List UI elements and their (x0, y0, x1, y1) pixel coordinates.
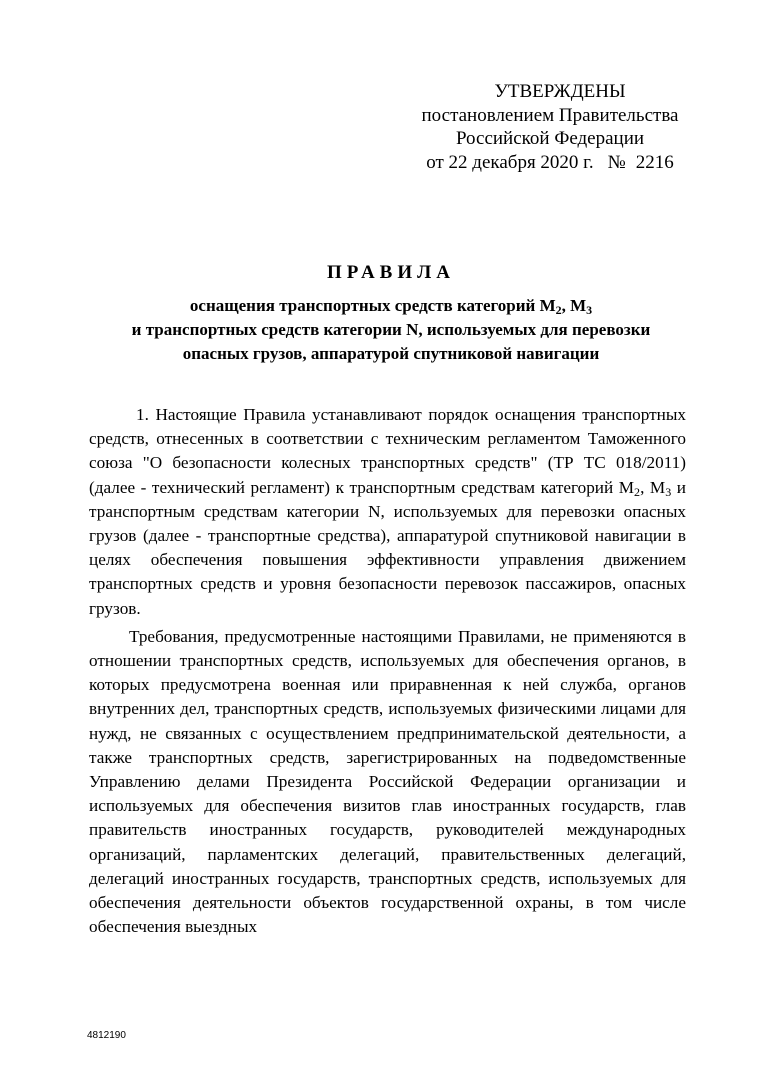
number-sign: № (607, 151, 626, 173)
document-subtitle (60, 294, 722, 366)
paragraph-2: Требования, предусмотренные настоящими Правилами, не применяются в отношении транспортных средств, используемых для обеспечения органов, в которых предусмотрена военная или приравненная к ней служба, органов внутренних дел, транспортных средств, используемых физическими лицами для нужд, не связанных с осуществлением предпринимательской деятельности, а также транспортных средств, зарегистрированных на подведомственные Управлению делами Президента Российской Федерации организации и используемых для обеспечения визитов глав иностранных государств, глав правительств иностранных государств, руководителей международных организаций, парламентских делегаций, правительственных делегаций, делегаций иностранных государств, транспортных средств, используемых для обеспечения деятельности объектов государственной охраны, в том числе обеспечения выездных (89, 626, 686, 937)
approval-date: от 22 декабря 2020 г. (426, 151, 594, 173)
approval-decree-line: постановлением Правительства (421, 104, 679, 126)
subtitle-text-a: оснащения транспортных средств категорий М (189, 296, 556, 315)
subtitle-line-3: опасных грузов, аппаратурой спутниковой навигации (182, 344, 600, 363)
subtitle-line-1 (60, 294, 722, 318)
subtitle-text-b: , М (561, 296, 587, 315)
approval-government-line: Российской Федерации (455, 128, 645, 149)
document-body (89, 403, 686, 939)
approval-date-line (400, 151, 700, 175)
subtitle-sub-2: 3 (586, 302, 593, 317)
document-title: ПРАВИЛА (326, 262, 455, 283)
paragraph-1-text-c: и транспортным средствам категории N, используемых для перевозки опасных грузов (далее - транспортные средства), аппаратурой спутниковой навигации в целях обеспечения повышения эффективности управления движением транспортных средств и уровня безопасности перевозок пассажиров, опасных грузов. (89, 477, 686, 618)
approval-heading: УТВЕРЖДЕНЫ (494, 81, 626, 102)
paragraph-1 (89, 403, 686, 621)
subtitle-line-2: и транспортных средств категории N, используемых для перевозки (131, 320, 651, 339)
paragraph-1-sub-1: 2 (634, 484, 641, 499)
subtitle-sub-1: 2 (555, 302, 562, 317)
paragraph-1-sub-2: 3 (665, 484, 672, 499)
approval-number: 2216 (635, 151, 674, 173)
paragraph-1-text-b: , М (640, 477, 666, 497)
approval-block (400, 80, 700, 174)
document-id: 4812190 (87, 1030, 126, 1041)
paragraph-1-text-a: 1. Настоящие Правила устанавливают порядок оснащения транспортных средств, отнесенных в соответствии с техническим регламентом Таможенного союза "О безопасности колесных транспортных средств" (ТР ТС 018/2011) (далее - технический регламент) к транспортным средствам категорий М (89, 405, 686, 497)
